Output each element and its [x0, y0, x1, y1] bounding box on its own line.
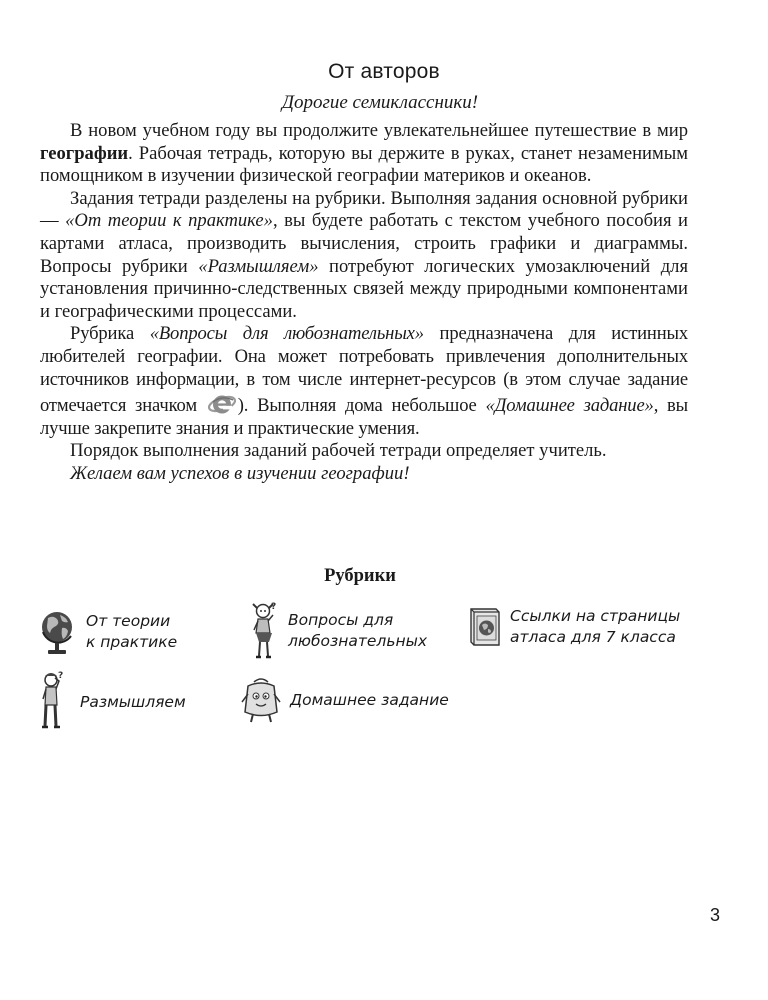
rubric-label: Ссылки на страницы атласа для 7 класса: [510, 607, 681, 646]
rubric-name: «Размышляем»: [198, 255, 319, 277]
rubric-label: Вопросы для любознательных: [288, 611, 428, 650]
paragraph-5: Желаем вам успехов в изучении географии!: [70, 462, 410, 484]
rubrics-title: Рубрики: [324, 566, 396, 586]
rubric-atlas-links: [468, 606, 680, 648]
page-heading: От авторов: [328, 60, 440, 83]
paragraph-2: Задания тетради разделены на рубрики. Выполняя задания основной рубрики — «От теории к практике», вы будете работать с текстом учебного пособия и картами атласа, производить вычисления, строить графики и диаграммы. Вопросы рубрики «Размышляем» потребуют логических умозаключений для установления причинно-следственных связей между природными компонентами и географическими процессами.: [40, 187, 689, 322]
paragraph-3: Рубрика «Вопросы для любознательных» предназначена для истинных любителей географии. Она может потребовать привлечения дополнительных источников информации, в том числе интернет-ресурсов (в этом случае задание отмечается значком ). Выполняя дома небольшое «Домашнее задание», вы лучше закрепите знания и практические умения.: [40, 323, 688, 439]
rubric-name: «Домашнее задание»: [485, 395, 654, 417]
svg-text:?: ?: [271, 602, 277, 612]
thinking-boy-icon: [38, 670, 68, 734]
intro-text: [40, 120, 688, 486]
rubric-theory-to-practice: [38, 606, 177, 658]
paragraph-1: В новом учебном году вы продолжите увлекательнейшее путешествие в мир географии. Рабочая тетрадь, которую вы держите в руках, станет незаменимым помощником в изучении физической географии материков и океанов.: [40, 120, 688, 187]
rubric-name: «От теории к практике»: [65, 210, 273, 232]
page-number: 3: [710, 905, 721, 925]
backpack-icon: [240, 676, 282, 724]
paragraph-4: Порядок выполнения заданий рабочей тетради определяет учитель.: [70, 440, 607, 462]
bold-term: географии: [40, 142, 129, 164]
rubric-homework: [240, 676, 449, 724]
atlas-book-icon: [468, 606, 502, 648]
internet-e-icon: [207, 391, 237, 417]
greeting-line: Дорогие семиклассники!: [281, 92, 479, 113]
rubric-curious-questions: [250, 600, 427, 662]
globe-icon: [38, 606, 78, 658]
rubric-reflection: [38, 670, 186, 734]
rubric-label: Размышляем: [80, 692, 186, 711]
rubric-label: От теории к практике: [86, 612, 178, 651]
rubric-name: «Вопросы для любознательных»: [149, 323, 424, 345]
svg-text:?: ?: [58, 671, 64, 681]
curious-girl-icon: [250, 600, 280, 662]
rubric-label: Домашнее задание: [290, 690, 449, 709]
